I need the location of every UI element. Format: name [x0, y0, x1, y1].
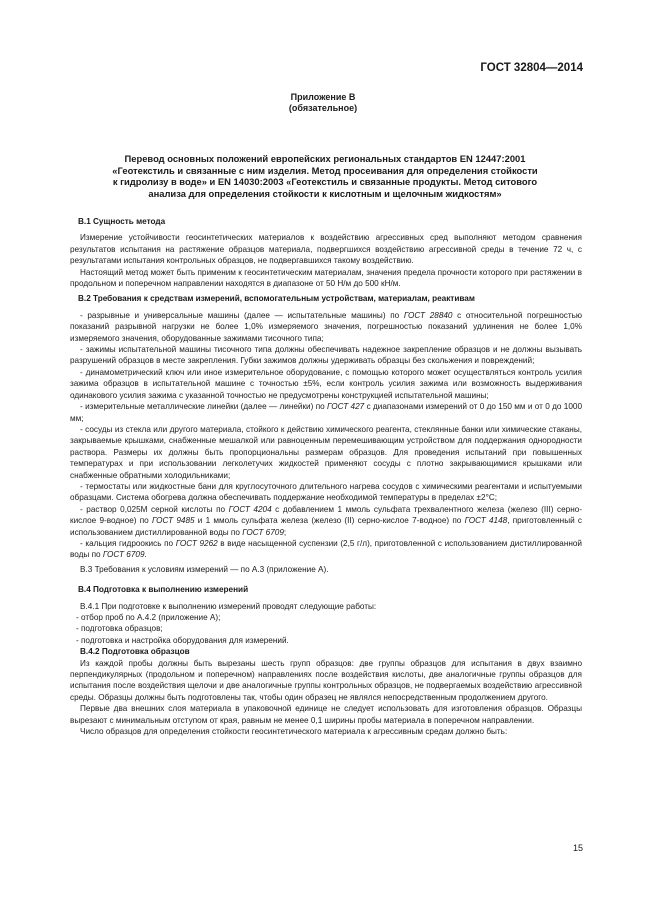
- section-heading-b2: В.2 Требования к средствам измерений, вспомогательным устройствам, материалам, реактивам: [78, 294, 475, 304]
- section-b3: В.3 Требования к условиям измерений — по А.3 (приложение А).: [80, 564, 329, 574]
- paragraph: Настоящий метод может быть применим к геосинтетическим материалам, значения предела прочности которого при растяжении в продольном и поперечном направлении находятся в диапазоне от 50 Н/м до 500 кН/м.: [70, 267, 582, 289]
- standard-reference: ГОСТ 4204: [228, 504, 272, 514]
- subsection-heading: В.4.2 Подготовка образцов: [80, 647, 190, 657]
- list-item: - измерительные металлические линейки (далее — линейки) по ГОСТ 427 с диапазонами измерений от 0 до 150 мм и от 0 до 1000 мм;: [70, 402, 583, 423]
- document-body: [70, 212, 582, 737]
- page-number: 15: [572, 843, 583, 853]
- list-item: - отбор проб по А.4.2 (приложение А);: [76, 613, 221, 622]
- list-item: - разрывные и универсальные машины (далее — испытательные машины) по ГОСТ 28840 с относительной погрешностью показаний разрывной нагрузки не более 1,0% измеряемого значения, погрешностью показаний удлинения не более 1,0% измеряемого значения, оборудованные зажимами тисочного типа;: [70, 310, 583, 343]
- heading-line: к гидролизу в воде» и EN 14030:2003 «Геотекстиль и связанные продукты. Метод ситового: [112, 176, 538, 188]
- paragraph: В.4.1 При подготовке к выполнению измерений проводят следующие работы:: [80, 601, 377, 611]
- section-heading-b1: В.1 Сущность метода: [78, 217, 166, 226]
- list-item: - подготовка и настройка оборудования для измерений.: [76, 635, 289, 645]
- standard-reference: ГОСТ 28840: [403, 310, 453, 320]
- standard-reference: ГОСТ 6709: [242, 527, 284, 537]
- appendix-note: (обязательное): [288, 103, 358, 113]
- list-item: - кальция гидроокись по ГОСТ 9262 в виде насыщенной суспензии (2,5 г/л), приготовленной с использованием дистиллированной воды по ГОСТ 6709.: [70, 538, 582, 560]
- document-code: ГОСТ 32804—2014: [480, 62, 583, 74]
- standard-reference: ГОСТ 9262: [175, 538, 218, 548]
- appendix-heading: [70, 153, 580, 199]
- paragraph: Число образцов для определения стойкости геосинтетического материала к агрессивным средам должно быть:: [80, 727, 508, 737]
- heading-line: Перевод основных положений европейских региональных стандартов EN 12447:2001: [124, 153, 526, 164]
- list-item: - подготовка образцов;: [76, 624, 163, 634]
- paragraph: Из каждой пробы должны быть вырезаны шесть групп образцов: две группы образцов для испытания в двух взаимно перпендикулярных (продольном и поперечном) направлениях после воздействия кислоты, две аналогичные группы образцов для испытания после воздействия щелочи и две аналогичные группы контрольных образцов, не подвергаемых воздействию агрессивной среды. Образцы должны быть подготовлены так, чтобы один образец не являлся непосредственным продолжением другого.: [70, 658, 582, 702]
- list-item: - термостаты или жидкостные бани для круглосуточного длительного нагрева сосудов с химическими реагентами и испытуемыми образцами. Система обогрева должна обеспечивать поддержание необходимой температуры в пределах ±2°С;: [70, 481, 582, 503]
- standard-reference: ГОСТ 427: [327, 402, 365, 412]
- list-item: - сосуды из стекла или другого материала, стойкого к действию химического реагента, стеклянные банки или химические стаканы, закрываемые крышками, снабженные мешалкой или равноценным перемешивающим устройством для поддержания однородности раствора. Размеры их должны быть пропорциональны размерам образцов. Для проведения испытаний при повышенных температурах и при использовании легколетучих жидкостей применяют сосуды с плотно закрывающимися крышками или снабженные обратными холодильниками;: [70, 424, 582, 480]
- list-item: - зажимы испытательной машины тисочного типа должны обеспечивать надежное закрепление образцов и не должны вызывать разрушений образцов в месте закрепления. Губки зажимов должны удерживать образцы без скольжения и повреждений;: [70, 345, 582, 366]
- list-item: - динамометрический ключ или иное измерительное оборудование, с помощью которого может осуществляться контроль усилия зажима образцов в испытательной машине с точностью ±5%, если контроль усилия зажима или возможность выдерживания одинакового усилия зажима с указанной точностью не предусмотрены конструкцией испытательной машины;: [70, 367, 582, 400]
- section-heading-b4: В.4 Подготовка к выполнению измерений: [78, 585, 249, 595]
- paragraph: Измерение устойчивости геосинтетических материалов к воздействию агрессивных сред выполняют методом сравнения результатов испытания на растяжение образцов материала, подвергшихся воздействию агрессивной среды в течение 72 ч, с результатами испытания контрольных образцов, не подвергавшихся такому воздействию.: [70, 233, 582, 266]
- paragraph: Первые два внешних слоя материала в упаковочной единице не следует использовать для изготовления образцов. Образцы вырезают с минимальным отступом от края, равным не менее 0,1 ширины пробы материала в поперечном направлении.: [70, 704, 582, 725]
- heading-line: «Геотекстиль и связанные с ним изделия. Метод просеивания для определения стойкости: [112, 164, 538, 176]
- appendix-title: Приложение В: [290, 92, 356, 102]
- heading-line: анализа для определения стойкости к кислотным и щелочным жидкостям»: [148, 187, 502, 199]
- standard-reference: ГОСТ 6709: [102, 550, 145, 560]
- standard-reference: ГОСТ 4148: [464, 516, 508, 526]
- list-item: - раствор 0,025М серной кислоты по ГОСТ 4204 с добавлением 1 ммоль сульфата трехвалентного железа (железо (III) серно-кислое 9-водное) по ГОСТ 9485 и 1 ммоль сульфата железа (железо (II) серно-кислое 7-водное) по ГОСТ 4148, приготовленный с использованием дистиллированной воды по ГОСТ 6709;: [70, 504, 582, 537]
- standard-reference: ГОСТ 9485: [151, 516, 195, 526]
